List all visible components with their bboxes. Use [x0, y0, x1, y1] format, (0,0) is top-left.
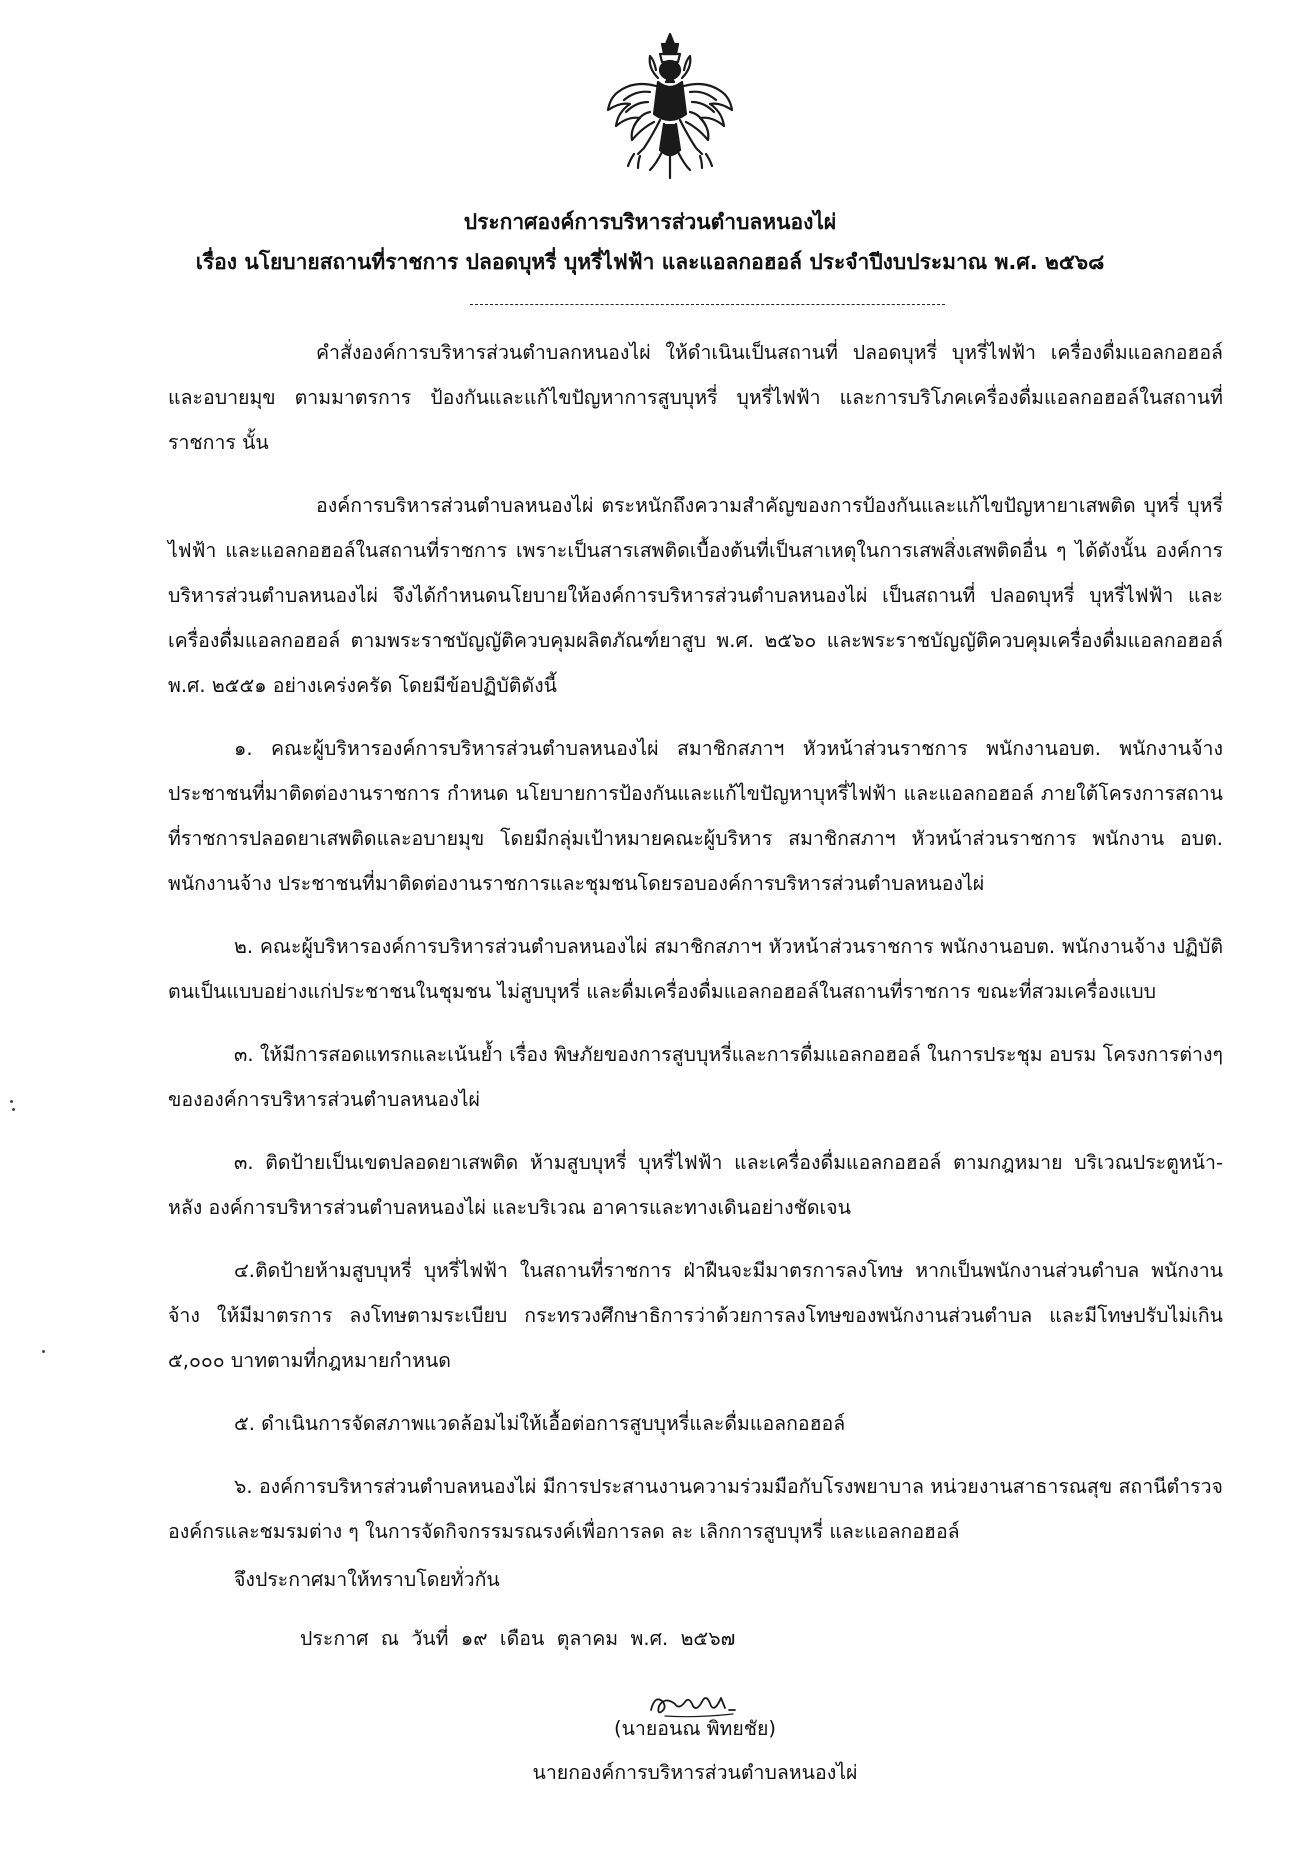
- signer-name: (นายอนณ พิทยชัย): [613, 1717, 777, 1740]
- closing-announcement: จึงประกาศมาให้ทราบโดยทั่วกัน: [234, 1568, 500, 1591]
- policy-item-5: ๕. ดำเนินการจัดสภาพแวดล้อมไม่ให้เอื้อต่อการสูบบุหรี่และดื่มแอลกอฮอล์: [234, 1412, 846, 1435]
- scan-speck: [12, 1108, 15, 1111]
- policy-item-2: ๒. คณะผู้บริหารองค์การบริหารส่วนตำบลหนองไผ่ สมาชิกสภาฯ หัวหน้าส่วนราชการ พนักงานอบต. พนักงานจ้าง ปฏิบัติตนเป็นแบบอย่างแก่ประชาชนในชุมชน ไม่สูบบุหรี่ และดื่มเครื่องดื่มแอลกอฮอล์ในสถานที่ราชการ ขณะที่สวมเครื่องแบบ: [168, 935, 1223, 1003]
- policy-item-3b: ๓. ติดป้ายเป็นเขตปลอดยาเสพติด ห้ามสูบบุหรี่ บุหรี่ไฟฟ้า และเครื่องดื่มแอลกอฮอล์ ตามกฎหมาย บริเวณประตูหน้า-หลัง องค์การบริหารส่วนตำบลหนองไผ่ และบริเวณ อาคารและทางเดินอย่างชัดเจน: [168, 1151, 1223, 1219]
- title-divider: [470, 304, 945, 305]
- signer-position: นายกองค์การบริหารส่วนตำบลหนองไผ่: [532, 1761, 858, 1784]
- document-title: ประกาศองค์การบริหารส่วนตำบลหนองไผ่: [463, 210, 837, 234]
- scan-speck: [42, 1350, 45, 1353]
- body-paragraph-policy: องค์การบริหารส่วนตำบลหนองไผ่ ตระหนักถึงความสำคัญของการป้องกันและแก้ไขปัญหายาเสพติด บุหรี่ บุหรี่ไฟฟ้า และแอลกอฮอล์ในสถานที่ราชการ เพราะเป็นสารเสพติดเบื้องต้นที่เป็นสาเหตุในการเสพสิ่งเสพติดอื่น ๆ ได้ดังนั้น องค์การบริหารส่วนตำบลหนองไผ่ จึงได้กำหนดนโยบายให้องค์การบริหารส่วนตำบลหนองไผ่ เป็นสถานที่ ปลอดบุหรี่ บุหรี่ไฟฟ้า และเครื่องดื่มแอลกอฮอล์ ตามพระราชบัญญัติควบคุมผลิตภัณฑ์ยาสูบ พ.ศ. ๒๕๖๐ และพระราชบัญญัติควบคุมเครื่องดื่มแอลกอฮอล์ พ.ศ. ๒๕๕๑ อย่างเคร่งครัด โดยมีข้อปฏิบัติดังนี้: [168, 494, 1223, 697]
- policy-item-6: ๖. องค์การบริหารส่วนตำบลหนองไผ่ มีการประสานงานความร่วมมือกับโรงพยาบาล หน่วยงานสาธารณสุข สถานีตำรวจ องค์กรและชมรมต่าง ๆ ในการจัดกิจกรรมรณรงค์เพื่อการลด ละ เลิกการสูบบุหรี่ และแอลกอฮอล์: [168, 1475, 1223, 1543]
- policy-item-1: ๑. คณะผู้บริหารองค์การบริหารส่วนตำบลหนองไผ่ สมาชิกสภาฯ หัวหน้าส่วนราชการ พนักงานอบต. พนักงานจ้าง ประชาชนที่มาติดต่องานราชการ กำหนด นโยบายการป้องกันและแก้ไขปัญหาบุหรี่ไฟฟ้า และแอลกอฮอล์ ภายใต้โครงการสถานที่ราชการปลอดยาเสพติดและอบายมุข โดยมีกลุ่มเป้าหมายคณะผู้บริหาร สมาชิกสภาฯ หัวหน้าส่วนราชการ พนักงาน อบต. พนักงานจ้าง ประชาชนที่มาติดต่องานราชการและชุมชนโดยรอบองค์การบริหารส่วนตำบลหนองไผ่: [168, 737, 1223, 895]
- document-body: [168, 330, 1223, 1572]
- announcement-date: ประกาศ ณ วันที่ ๑๙ เดือน ตุลาคม พ.ศ. ๒๕๖๗: [300, 1627, 736, 1650]
- body-paragraph-intro: คำสั่งองค์การบริหารส่วนตำบลกหนองไผ่ ให้ดำเนินเป็นสถานที่ ปลอดบุหรี่ บุหรี่ไฟฟ้า เครื่องดื่มแอลกอฮอล์ และอบายมุข ตามมาตรการ ป้องกันและแก้ไขปัญหาการสูบบุหรี่ บุหรี่ไฟฟ้า และการบริโภคเครื่องดื่มแอลกอฮอล์ในสถานที่ราชการ นั้น: [168, 341, 1223, 454]
- policy-item-4: ๔.ติดป้ายห้ามสูบบุหรี่ บุหรี่ไฟฟ้า ในสถานที่ราชการ ฝ่าฝืนจะมีมาตรการลงโทษ หากเป็นพนักงานส่วนตำบล พนักงานจ้าง ให้มีมาตรการ ลงโทษตามระเบียบ กระทรวงศึกษาธิการว่าด้วยการลงโทษของพนักงานส่วนตำบล และมีโทษปรับไม่เกิน ๕,๐๐๐ บาทตามที่กฎหมายกำหนด: [168, 1259, 1223, 1372]
- scan-speck: [10, 1100, 13, 1103]
- garuda-emblem-icon: [600, 30, 740, 185]
- policy-item-3a: ๓. ให้มีการสอดแทรกและเน้นย้ำ เรื่อง พิษภัยของการสูบบุหรี่และการดื่มแอลกอฮอล์ ในการประชุม อบรม โครงการต่างๆ ขององค์การบริหารส่วนตำบลหนองไผ่: [168, 1043, 1223, 1111]
- document-subject: เรื่อง นโยบายสถานที่ราชการ ปลอดบุหรี่ บุหรี่ไฟฟ้า และแอลกอฮอล์ ประจำปีงบประมาณ พ.ศ. ๒๕๖๘: [195, 250, 1105, 274]
